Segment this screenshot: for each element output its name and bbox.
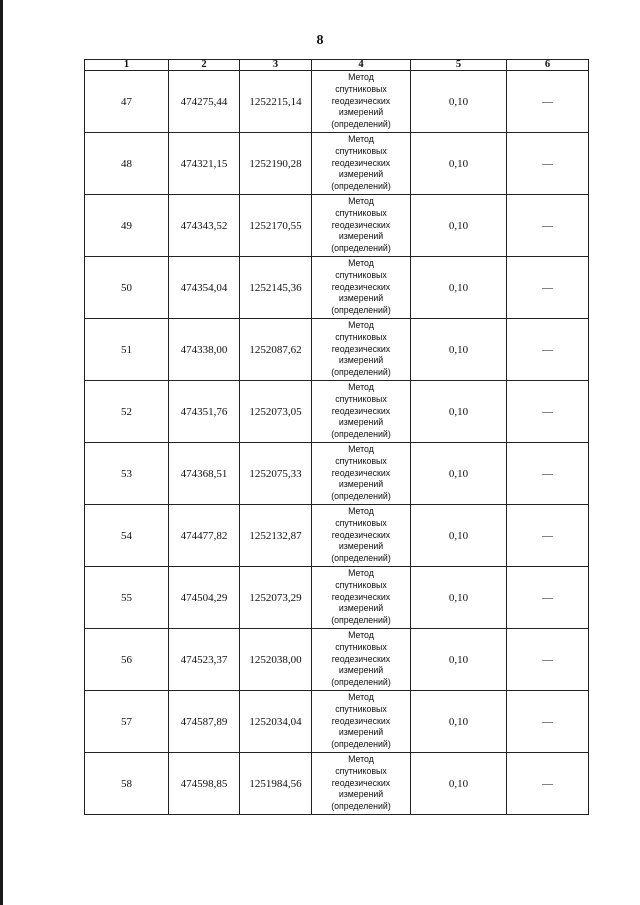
method-cell bbox=[312, 505, 411, 567]
accuracy-cell: 0,10 bbox=[411, 567, 507, 629]
table-row bbox=[85, 71, 589, 133]
method-line: спутниковых bbox=[335, 579, 387, 590]
point-number-cell: 49 bbox=[85, 195, 169, 257]
method-line: геодезических bbox=[331, 591, 391, 602]
method-line: геодезических bbox=[331, 157, 391, 168]
method-line: (определений) bbox=[331, 615, 391, 626]
x-coordinate-cell: 474368,51 bbox=[169, 443, 240, 505]
method-line: геодезических bbox=[331, 715, 391, 726]
method-line: Метод bbox=[348, 754, 374, 765]
table-row bbox=[85, 505, 589, 567]
method-line: (определений) bbox=[331, 367, 391, 378]
y-coordinate-cell: 1252073,05 bbox=[240, 381, 312, 443]
column-header: 6 bbox=[507, 60, 589, 71]
point-number-cell: 47 bbox=[85, 71, 169, 133]
column-header: 3 bbox=[240, 60, 312, 71]
method-cell bbox=[312, 691, 411, 753]
y-coordinate-cell: 1252034,04 bbox=[240, 691, 312, 753]
method-line: Метод bbox=[348, 196, 374, 207]
x-coordinate-cell: 474338,00 bbox=[169, 319, 240, 381]
table-row bbox=[85, 443, 589, 505]
method-cell bbox=[312, 71, 411, 133]
method-line: Метод bbox=[348, 568, 374, 579]
method-line: спутниковых bbox=[335, 83, 387, 94]
point-number-cell: 55 bbox=[85, 567, 169, 629]
point-number-cell: 50 bbox=[85, 257, 169, 319]
y-coordinate-cell: 1252132,87 bbox=[240, 505, 312, 567]
header-row bbox=[85, 60, 589, 71]
point-number-cell: 52 bbox=[85, 381, 169, 443]
note-cell: — bbox=[507, 629, 589, 691]
method-line: спутниковых bbox=[335, 269, 387, 280]
point-number-cell: 53 bbox=[85, 443, 169, 505]
coordinates-table bbox=[84, 59, 589, 815]
method-line: (определений) bbox=[331, 305, 391, 316]
method-line: спутниковых bbox=[335, 455, 387, 466]
method-line: спутниковых bbox=[335, 641, 387, 652]
y-coordinate-cell: 1252087,62 bbox=[240, 319, 312, 381]
x-coordinate-cell: 474477,82 bbox=[169, 505, 240, 567]
accuracy-cell: 0,10 bbox=[411, 505, 507, 567]
method-line: спутниковых bbox=[335, 765, 387, 776]
method-line: геодезических bbox=[331, 281, 391, 292]
method-line: Метод bbox=[348, 444, 374, 455]
point-number-cell: 48 bbox=[85, 133, 169, 195]
method-line: измерений bbox=[338, 665, 384, 676]
method-cell bbox=[312, 319, 411, 381]
accuracy-cell: 0,10 bbox=[411, 257, 507, 319]
page-number: 8 bbox=[316, 33, 324, 48]
y-coordinate-cell: 1252073,29 bbox=[240, 567, 312, 629]
note-cell: — bbox=[507, 71, 589, 133]
table-row bbox=[85, 319, 589, 381]
x-coordinate-cell: 474275,44 bbox=[169, 71, 240, 133]
note-cell: — bbox=[507, 691, 589, 753]
method-line: геодезических bbox=[331, 529, 391, 540]
method-line: геодезических bbox=[331, 653, 391, 664]
x-coordinate-cell: 474598,85 bbox=[169, 753, 240, 815]
y-coordinate-cell: 1252190,28 bbox=[240, 133, 312, 195]
table-row bbox=[85, 567, 589, 629]
method-line: измерений bbox=[338, 169, 384, 180]
column-header: 4 bbox=[312, 60, 411, 71]
method-line: измерений bbox=[338, 355, 384, 366]
x-coordinate-cell: 474354,04 bbox=[169, 257, 240, 319]
method-line: измерений bbox=[338, 417, 384, 428]
method-line: спутниковых bbox=[335, 703, 387, 714]
method-line: геодезических bbox=[331, 467, 391, 478]
method-line: Метод bbox=[348, 692, 374, 703]
method-line: геодезических bbox=[331, 95, 391, 106]
note-cell: — bbox=[507, 753, 589, 815]
y-coordinate-cell: 1252215,14 bbox=[240, 71, 312, 133]
method-line: Метод bbox=[348, 630, 374, 641]
method-cell bbox=[312, 443, 411, 505]
method-line: (определений) bbox=[331, 677, 391, 688]
method-line: (определений) bbox=[331, 801, 391, 812]
x-coordinate-cell: 474587,89 bbox=[169, 691, 240, 753]
method-line: измерений bbox=[338, 107, 384, 118]
accuracy-cell: 0,10 bbox=[411, 133, 507, 195]
table-row bbox=[85, 195, 589, 257]
method-line: (определений) bbox=[331, 429, 391, 440]
method-line: (определений) bbox=[331, 119, 391, 130]
table-row bbox=[85, 629, 589, 691]
method-cell bbox=[312, 257, 411, 319]
y-coordinate-cell: 1252170,55 bbox=[240, 195, 312, 257]
table-row bbox=[85, 753, 589, 815]
column-header: 2 bbox=[169, 60, 240, 71]
point-number-cell: 51 bbox=[85, 319, 169, 381]
method-cell bbox=[312, 629, 411, 691]
method-line: Метод bbox=[348, 258, 374, 269]
point-number-cell: 57 bbox=[85, 691, 169, 753]
method-cell bbox=[312, 567, 411, 629]
table-row bbox=[85, 133, 589, 195]
method-line: измерений bbox=[338, 727, 384, 738]
method-line: Метод bbox=[348, 320, 374, 331]
method-line: спутниковых bbox=[335, 145, 387, 156]
table-row bbox=[85, 257, 589, 319]
method-line: измерений bbox=[338, 541, 384, 552]
note-cell: — bbox=[507, 319, 589, 381]
method-line: (определений) bbox=[331, 243, 391, 254]
note-cell: — bbox=[507, 505, 589, 567]
point-number-cell: 56 bbox=[85, 629, 169, 691]
method-cell bbox=[312, 133, 411, 195]
method-line: (определений) bbox=[331, 739, 391, 750]
method-line: Метод bbox=[348, 506, 374, 517]
method-line: спутниковых bbox=[335, 393, 387, 404]
method-cell bbox=[312, 195, 411, 257]
method-line: измерений bbox=[338, 603, 384, 614]
column-header: 5 bbox=[411, 60, 507, 71]
x-coordinate-cell: 474504,29 bbox=[169, 567, 240, 629]
method-line: геодезических bbox=[331, 405, 391, 416]
x-coordinate-cell: 474351,76 bbox=[169, 381, 240, 443]
method-line: геодезических bbox=[331, 343, 391, 354]
point-number-cell: 58 bbox=[85, 753, 169, 815]
method-line: Метод bbox=[348, 72, 374, 83]
x-coordinate-cell: 474343,52 bbox=[169, 195, 240, 257]
note-cell: — bbox=[507, 133, 589, 195]
method-line: (определений) bbox=[331, 491, 391, 502]
x-coordinate-cell: 474321,15 bbox=[169, 133, 240, 195]
method-line: геодезических bbox=[331, 219, 391, 230]
method-line: Метод bbox=[348, 382, 374, 393]
method-cell bbox=[312, 381, 411, 443]
y-coordinate-cell: 1252075,33 bbox=[240, 443, 312, 505]
note-cell: — bbox=[507, 567, 589, 629]
accuracy-cell: 0,10 bbox=[411, 319, 507, 381]
table-row bbox=[85, 691, 589, 753]
note-cell: — bbox=[507, 381, 589, 443]
method-line: измерений bbox=[338, 789, 384, 800]
method-cell bbox=[312, 753, 411, 815]
method-line: Метод bbox=[348, 134, 374, 145]
y-coordinate-cell: 1252038,00 bbox=[240, 629, 312, 691]
method-line: спутниковых bbox=[335, 517, 387, 528]
method-line: измерений bbox=[338, 479, 384, 490]
table-row bbox=[85, 381, 589, 443]
accuracy-cell: 0,10 bbox=[411, 753, 507, 815]
note-cell: — bbox=[507, 257, 589, 319]
method-line: измерений bbox=[338, 231, 384, 242]
accuracy-cell: 0,10 bbox=[411, 629, 507, 691]
y-coordinate-cell: 1251984,56 bbox=[240, 753, 312, 815]
column-header: 1 bbox=[85, 60, 169, 71]
scan-left-edge bbox=[0, 0, 3, 905]
note-cell: — bbox=[507, 195, 589, 257]
accuracy-cell: 0,10 bbox=[411, 195, 507, 257]
method-line: (определений) bbox=[331, 553, 391, 564]
table-body bbox=[85, 71, 589, 815]
x-coordinate-cell: 474523,37 bbox=[169, 629, 240, 691]
method-line: геодезических bbox=[331, 777, 391, 788]
method-line: спутниковых bbox=[335, 331, 387, 342]
method-line: измерений bbox=[338, 293, 384, 304]
accuracy-cell: 0,10 bbox=[411, 71, 507, 133]
point-number-cell: 54 bbox=[85, 505, 169, 567]
accuracy-cell: 0,10 bbox=[411, 443, 507, 505]
accuracy-cell: 0,10 bbox=[411, 691, 507, 753]
accuracy-cell: 0,10 bbox=[411, 381, 507, 443]
note-cell: — bbox=[507, 443, 589, 505]
method-line: спутниковых bbox=[335, 207, 387, 218]
y-coordinate-cell: 1252145,36 bbox=[240, 257, 312, 319]
method-line: (определений) bbox=[331, 181, 391, 192]
